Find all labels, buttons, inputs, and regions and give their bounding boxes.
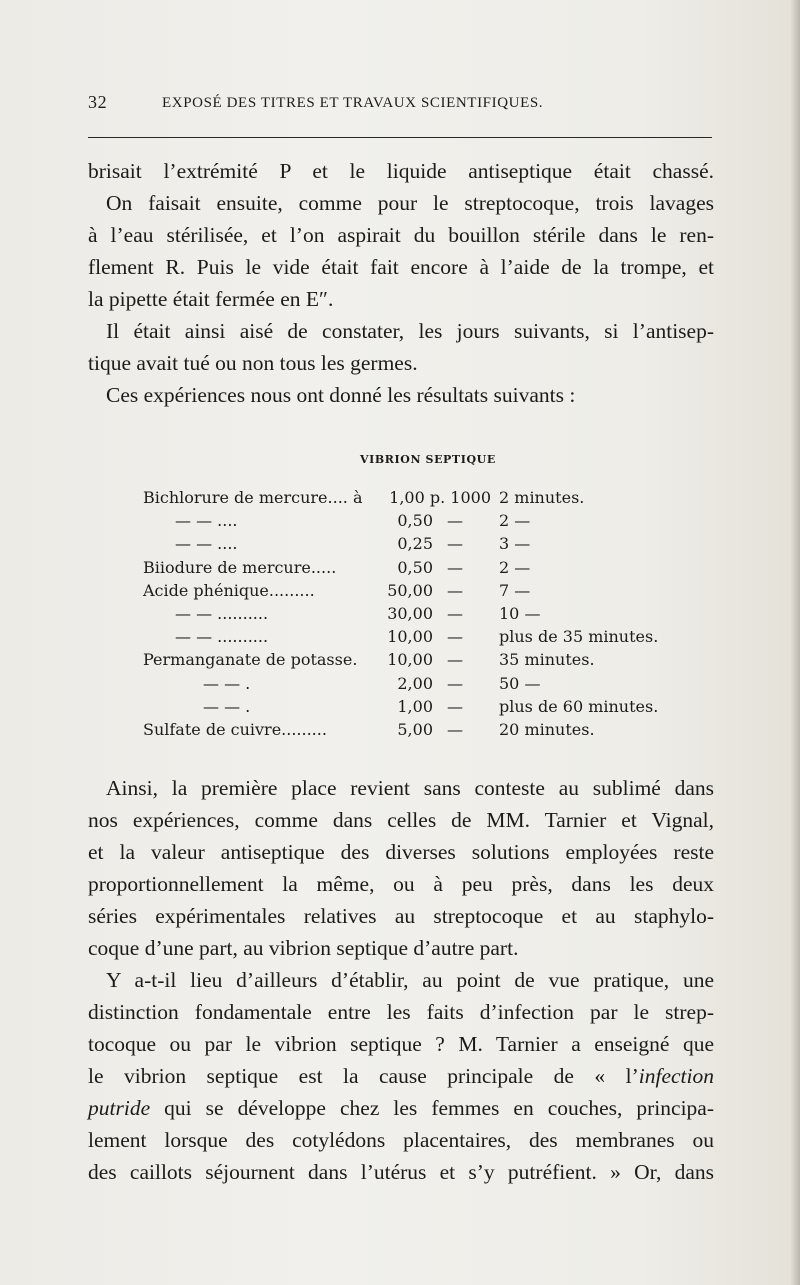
italic-run: infection — [638, 1064, 714, 1088]
text-line: Il était ainsi aisé de constater, les jours suivants, si l’antisep- — [106, 319, 714, 343]
top-paragraphs — [88, 155, 714, 411]
table-row — [143, 534, 683, 557]
time-cell: 10 — — [499, 603, 541, 623]
agent-cell: Biiodure de mercure..... — [143, 557, 337, 577]
running-title: EXPOSÉ DES TITRES ET TRAVAUX SCIENTIFIQUES. — [162, 95, 544, 111]
dose-cell: 50,00 — [387, 580, 433, 600]
table-row — [143, 558, 683, 581]
agent-cell: — — . — [203, 673, 251, 693]
dose-cell: 0,50 — [397, 557, 433, 577]
dash-cell: — — [447, 603, 463, 623]
table-row — [143, 627, 683, 650]
dose-cell: 0,50 — [397, 511, 433, 531]
time-cell: plus de 60 minutes. — [499, 696, 659, 716]
text-line — [88, 1092, 714, 1124]
time-cell: 50 — — [499, 673, 541, 693]
dose-cell: 30,00 — [387, 603, 433, 623]
agent-cell: Permanganate de potasse. — [143, 650, 358, 670]
text-line: nos expériences, comme dans celles de MM. Tarnier et Vignal, — [88, 808, 714, 832]
table-row — [143, 604, 683, 627]
agent-cell: — — .......... — [175, 627, 269, 647]
dose-cell: 10,00 — [387, 650, 433, 670]
text-line: tocoque ou par le vibrion septique ? M. Tarnier a enseigné que — [88, 1032, 714, 1056]
table-row — [143, 488, 683, 511]
text-line: flement R. Puis le vide était fait encore à l’aide de la trompe, et — [88, 255, 714, 279]
dose-cell: 1,00 — [397, 696, 433, 716]
agent-cell: — — .... — [175, 534, 238, 554]
text-line: la pipette était fermée en E″. — [88, 287, 334, 311]
table-row — [143, 697, 683, 720]
dash-cell: — — [447, 650, 463, 670]
time-cell: 2 — — [499, 557, 531, 577]
header-rule — [88, 137, 712, 138]
dose-cell: 1,00 p. 1000 — [389, 488, 491, 507]
dose-cell: 10,00 — [387, 627, 433, 647]
agent-cell: — — .... — [175, 511, 238, 531]
time-cell: 35 minutes. — [499, 650, 595, 670]
text-line — [88, 1060, 714, 1092]
table-row — [143, 720, 683, 743]
text-line: tique avait tué ou non tous les germes. — [88, 351, 418, 375]
text-run: qui se développe chez les femmes en couches, principa- — [150, 1096, 714, 1120]
table-row — [143, 581, 683, 604]
table-row — [143, 650, 683, 673]
italic-run: putride — [88, 1096, 151, 1120]
dash-cell: — — [447, 534, 463, 554]
time-cell: 3 — — [499, 534, 531, 554]
text-line: Y a-t-il lieu d’ailleurs d’établir, au point de vue pratique, une — [106, 968, 714, 992]
dash-cell: — — [447, 511, 463, 531]
agent-cell: Acide phénique......... — [143, 580, 315, 600]
text-line: proportionnellement la même, ou à peu près, dans les deux — [88, 872, 714, 896]
agent-cell: Sulfate de cuivre......... — [143, 719, 327, 739]
bottom-paragraphs — [88, 772, 714, 1188]
dash-cell: — — [447, 719, 463, 739]
dose-cell: 5,00 — [397, 719, 433, 739]
text-line: séries expérimentales relatives au streptocoque et au staphylo- — [88, 904, 714, 928]
time-cell: 2 minutes. — [499, 488, 585, 507]
text-line: lement lorsque des cotylédons placentaires, des membranes ou — [88, 1128, 714, 1152]
time-cell: 2 — — [499, 511, 531, 531]
dash-cell: — — [447, 580, 463, 600]
text-line: distinction fondamentale entre les faits d’infection par le strep- — [88, 1000, 714, 1024]
dash-cell: — — [447, 627, 463, 647]
running-header — [88, 92, 718, 114]
text-line: Ainsi, la première place revient sans conteste au sublimé dans — [106, 776, 714, 800]
dash-cell: — — [447, 673, 463, 693]
page-number: 32 — [88, 92, 108, 112]
time-cell: plus de 35 minutes. — [499, 627, 659, 647]
dash-cell: — — [447, 696, 463, 716]
text-line: coque d’une part, au vibrion septique d’autre part. — [88, 936, 519, 960]
time-cell: 7 — — [499, 580, 531, 600]
table-row — [143, 674, 683, 697]
agent-cell: — — .......... — [175, 603, 269, 623]
agent-cell: — — . — [203, 696, 251, 716]
text-line: On faisait ensuite, comme pour le streptocoque, trois lavages — [106, 191, 714, 215]
dose-cell: 2,00 — [397, 673, 433, 693]
agent-cell: Bichlorure de mercure.... à — [143, 488, 363, 507]
text-line: des caillots séjournent dans l’utérus et s’y putréfient. » Or, dans — [88, 1160, 714, 1184]
text-line: à l’eau stérilisée, et l’on aspirait du bouillon stérile dans le ren- — [88, 223, 714, 247]
text-line: brisait l’extrémité P et le liquide antiseptique était chassé. — [88, 159, 714, 183]
time-cell: 20 minutes. — [499, 719, 595, 739]
text-line: et la valeur antiseptique des diverses solutions employées reste — [88, 840, 714, 864]
table-title: VIBRION SEPTIQUE — [360, 453, 496, 466]
results-table — [143, 488, 683, 743]
text-run: le vibrion septique est la cause principale de « l’ — [88, 1064, 639, 1088]
text-line: Ces expériences nous ont donné les résultats suivants : — [106, 383, 576, 407]
table-row — [143, 511, 683, 534]
dose-cell: 0,25 — [397, 534, 433, 554]
dash-cell: — — [447, 557, 463, 577]
